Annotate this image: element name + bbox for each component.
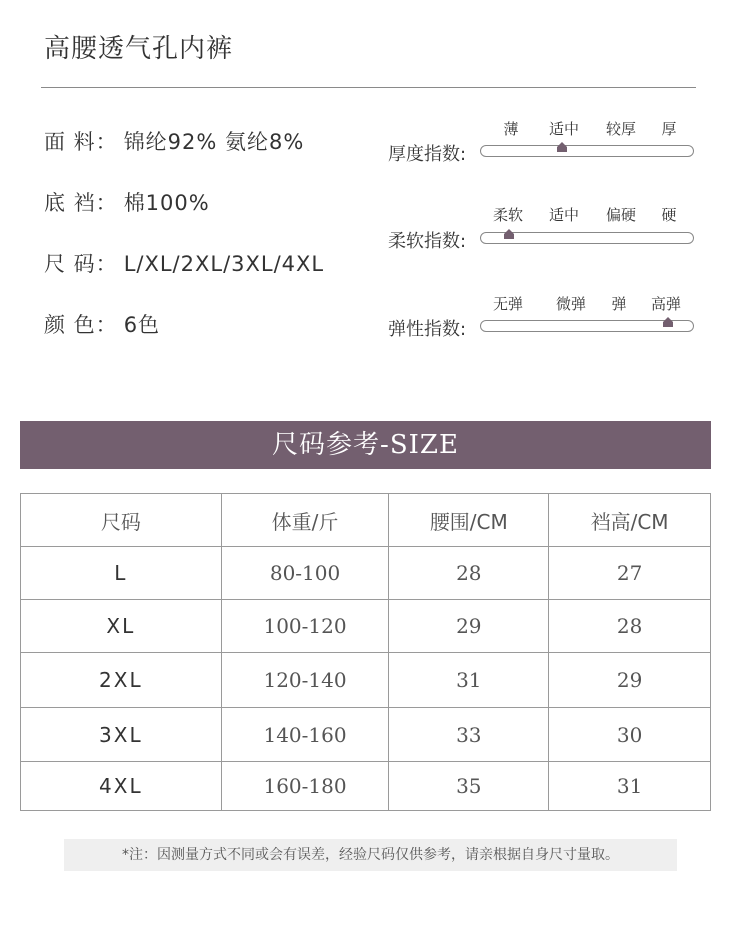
spec-value: 6色 — [123, 313, 161, 337]
table-cell: 28 — [549, 600, 711, 653]
scale-label: 柔软 — [492, 206, 524, 224]
table-cell: 27 — [549, 547, 711, 600]
column-header: 体重/斤 — [221, 494, 389, 547]
elasticity-index-label: 弹性指数: — [388, 319, 467, 340]
table-cell: 100-120 — [221, 600, 389, 653]
table-row — [21, 547, 711, 600]
spec-label: 面 料： — [44, 130, 118, 154]
table-cell: 30 — [549, 708, 711, 762]
table-header-row — [21, 494, 711, 547]
spec-crotch — [44, 187, 210, 217]
spec-color — [44, 309, 160, 339]
table-cell: 140-160 — [221, 708, 389, 762]
spec-value: L/XL/2XL/3XL/4XL — [123, 252, 325, 276]
table-cell: 4XL — [21, 762, 222, 811]
size-reference-banner: 尺码参考-SIZE — [20, 421, 711, 469]
table-cell: XL — [21, 600, 222, 653]
table-cell: 35 — [389, 762, 549, 811]
table-cell: L — [21, 547, 222, 600]
thickness-index-track — [480, 145, 694, 157]
softness-marker-icon — [504, 229, 514, 239]
spec-label: 颜 色： — [44, 313, 118, 337]
table-cell: 31 — [389, 653, 549, 708]
divider — [41, 87, 696, 88]
spec-label: 底 裆： — [44, 191, 118, 215]
table-cell: 28 — [389, 547, 549, 600]
spec-label: 尺 码： — [44, 252, 118, 276]
scale-label: 较厚 — [605, 120, 637, 138]
table-cell: 80-100 — [221, 547, 389, 600]
measurement-note: *注：因测量方式不同或会有误差，经验尺码仅供参考，请亲根据自身尺寸量取。 — [64, 839, 677, 871]
softness-index-label: 柔软指数: — [388, 231, 467, 252]
scale-label: 适中 — [548, 120, 580, 138]
table-cell: 29 — [549, 653, 711, 708]
table-row — [21, 762, 711, 811]
scale-label: 高弹 — [650, 295, 682, 313]
table-cell: 2XL — [21, 653, 222, 708]
scale-label: 无弹 — [492, 295, 524, 313]
table-cell: 3XL — [21, 708, 222, 762]
table-cell: 160-180 — [221, 762, 389, 811]
spec-fabric — [44, 126, 304, 156]
scale-label: 硬 — [661, 206, 677, 224]
spec-size — [44, 248, 324, 278]
elasticity-marker-icon — [663, 317, 673, 327]
softness-index-track — [480, 232, 694, 244]
column-header: 裆高/CM — [549, 494, 711, 547]
table-cell: 31 — [549, 762, 711, 811]
product-title: 高腰透气孔内裤 — [44, 34, 234, 64]
spec-value: 锦纶92% 氨纶8% — [123, 130, 305, 154]
table-cell: 33 — [389, 708, 549, 762]
scale-label: 厚 — [661, 120, 677, 138]
scale-label: 适中 — [548, 206, 580, 224]
table-cell: 120-140 — [221, 653, 389, 708]
column-header: 尺码 — [21, 494, 222, 547]
table-row — [21, 708, 711, 762]
spec-value: 棉100% — [123, 191, 210, 215]
elasticity-index-track — [480, 320, 694, 332]
table-cell: 29 — [389, 600, 549, 653]
scale-label: 微弹 — [555, 295, 587, 313]
table-row — [21, 653, 711, 708]
table-row — [21, 600, 711, 653]
column-header: 腰围/CM — [389, 494, 549, 547]
thickness-index-label: 厚度指数: — [388, 144, 467, 165]
scale-label: 弹 — [611, 295, 627, 313]
thickness-marker-icon — [557, 142, 567, 152]
scale-label: 薄 — [503, 120, 519, 138]
size-table — [20, 493, 711, 811]
scale-label: 偏硬 — [605, 206, 637, 224]
